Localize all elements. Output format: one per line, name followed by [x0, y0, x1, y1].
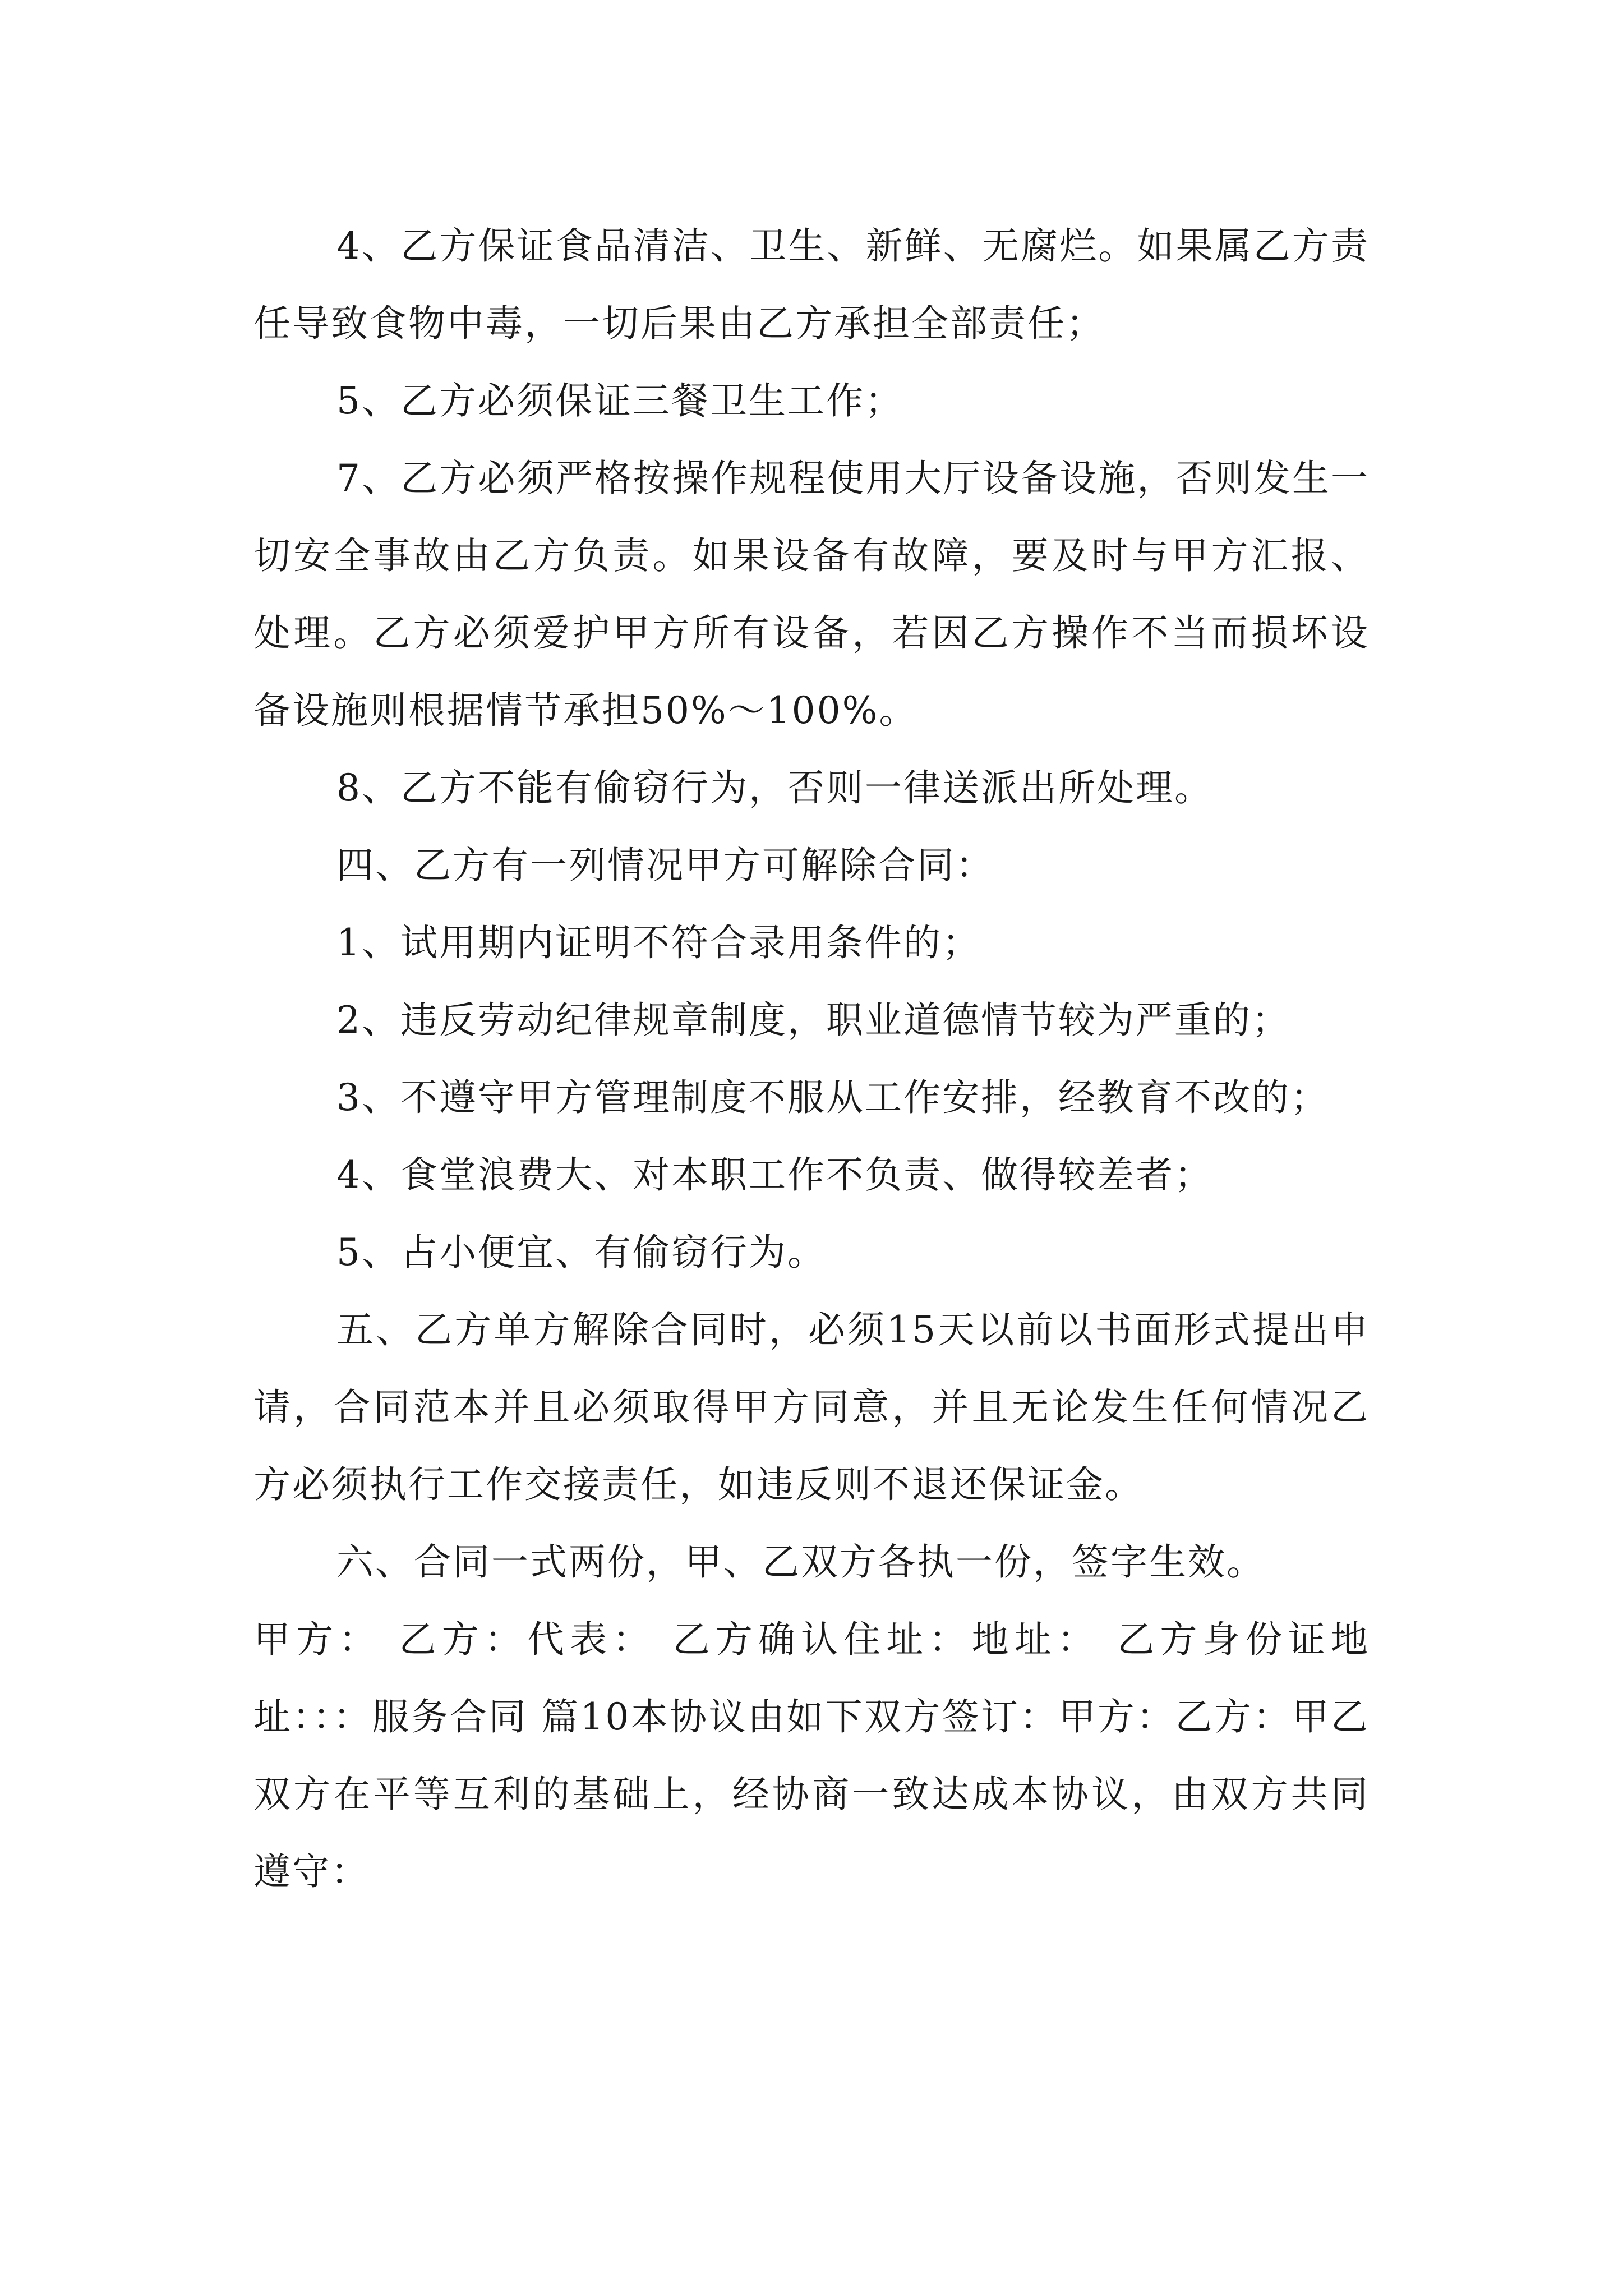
- paragraph: 8、乙方不能有偷窃行为，否则一律送派出所处理。: [336, 766, 1213, 809]
- paragraph: 4、食堂浪费大、对本职工作不负责、做得较差者；: [336, 1153, 1213, 1197]
- paragraph: 四、乙方有一列情况甲方可解除合同：: [336, 844, 994, 887]
- paragraph: 1、试用期内证明不符合录用条件的；: [336, 921, 981, 964]
- paragraph: 2、违反劳动纪律规章制度，职业道德情节较为严重的；: [336, 999, 1290, 1042]
- paragraph: 六、合同一式两份，甲、乙双方各执一份，签字生效。: [336, 1540, 1265, 1584]
- paragraph: 五、乙方单方解除合同时，必须15天以前以书面形式提出申请，合同范本并且必须取得甲方同意，并且无论发生任何情况乙方必须执行工作交接责任，如违反则不退还保证金。: [253, 1308, 1370, 1506]
- document-body: [253, 208, 1370, 1911]
- paragraph: 3、不遵守甲方管理制度不服从工作安排，经教育不改的；: [336, 1076, 1329, 1119]
- paragraph: 5、乙方必须保证三餐卫生工作；: [336, 379, 903, 422]
- paragraph: 7、乙方必须严格按操作规程使用大厅设备设施，否则发生一切安全事故由乙方负责。如果设备有故障，要及时与甲方汇报、处理。乙方必须爱护甲方所有设备，若因乙方操作不当而损坏设备设施则根据情节承担50%～100%。: [253, 457, 1370, 732]
- paragraph: 5、占小便宜、有偷窃行为。: [336, 1231, 826, 1274]
- paragraph: 甲方： 乙方：代表： 乙方确认住址：地址： 乙方身份证地址：：：服务合同 篇10本协议由如下双方签订：甲方：乙方：甲乙双方在平等互利的基础上，经协商一致达成本协议，由双方共同遵守：: [253, 1618, 1370, 1893]
- paragraph: 4、乙方保证食品清洁、卫生、新鲜、无腐烂。如果属乙方责任导致食物中毒，一切后果由乙方承担全部责任；: [253, 224, 1370, 345]
